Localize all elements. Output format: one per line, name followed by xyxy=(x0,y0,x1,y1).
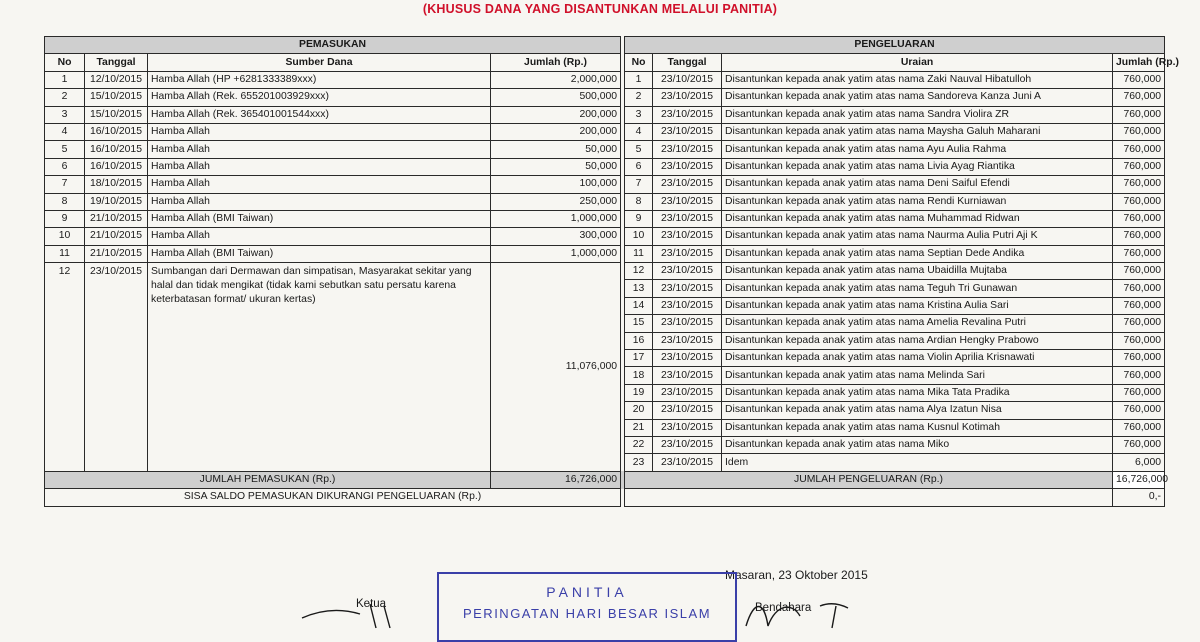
expense-date: 23/10/2015 xyxy=(653,402,722,419)
income-amount: 500,000 xyxy=(491,89,621,106)
expense-date: 23/10/2015 xyxy=(653,367,722,384)
ledger-table xyxy=(44,36,1179,507)
header-sumber-dana: Sumber Dana xyxy=(148,54,491,71)
income-date: 15/10/2015 xyxy=(85,106,148,123)
expense-date: 23/10/2015 xyxy=(653,141,722,158)
expense-date: 23/10/2015 xyxy=(653,228,722,245)
income-no: 10 xyxy=(45,228,85,245)
expense-description: Disantunkan kepada anak yatim atas nama Sandra Violira ZR xyxy=(722,106,1113,123)
expense-amount: 760,000 xyxy=(1113,402,1165,419)
income-no: 3 xyxy=(45,106,85,123)
income-amount: 11,076,000 xyxy=(491,263,621,472)
expense-amount: 760,000 xyxy=(1113,228,1165,245)
expense-no: 6 xyxy=(625,158,653,175)
income-source: Hamba Allah (BMI Taiwan) xyxy=(148,210,491,227)
expense-description: Disantunkan kepada anak yatim atas nama Alya Izatun Nisa xyxy=(722,402,1113,419)
income-source: Hamba Allah xyxy=(148,193,491,210)
expense-amount: 760,000 xyxy=(1113,384,1165,401)
expense-no: 12 xyxy=(625,263,653,280)
income-source: Hamba Allah xyxy=(148,228,491,245)
income-source: Hamba Allah xyxy=(148,176,491,193)
table-row xyxy=(45,71,1165,88)
role-ketua: Ketua xyxy=(356,598,387,610)
expense-no: 22 xyxy=(625,436,653,453)
expense-description: Disantunkan kepada anak yatim atas nama Kusnul Kotimah xyxy=(722,419,1113,436)
total-income-label: JUMLAH PEMASUKAN (Rp.) xyxy=(45,471,491,488)
income-date: 19/10/2015 xyxy=(85,193,148,210)
table-row xyxy=(45,89,1165,106)
income-amount: 50,000 xyxy=(491,141,621,158)
expense-no: 8 xyxy=(625,193,653,210)
expense-amount: 760,000 xyxy=(1113,193,1165,210)
expense-date: 23/10/2015 xyxy=(653,315,722,332)
expense-no: 11 xyxy=(625,245,653,262)
income-no: 5 xyxy=(45,141,85,158)
income-no: 1 xyxy=(45,71,85,88)
income-date: 23/10/2015 xyxy=(85,263,148,472)
expense-amount: 760,000 xyxy=(1113,210,1165,227)
expense-no: 21 xyxy=(625,419,653,436)
pengeluaran-title: PENGELUARAN xyxy=(625,37,1165,54)
table-row xyxy=(45,193,1165,210)
expense-amount: 760,000 xyxy=(1113,106,1165,123)
income-date: 15/10/2015 xyxy=(85,89,148,106)
header-jumlah: Jumlah (Rp.) xyxy=(491,54,621,71)
expense-date: 23/10/2015 xyxy=(653,158,722,175)
expense-description: Disantunkan kepada anak yatim atas nama Amelia Revalina Putri xyxy=(722,315,1113,332)
income-source: Hamba Allah (BMI Taiwan) xyxy=(148,245,491,262)
expense-description: Disantunkan kepada anak yatim atas nama Sandoreva Kanza Juni A xyxy=(722,89,1113,106)
table-row xyxy=(45,176,1165,193)
expense-amount: 760,000 xyxy=(1113,350,1165,367)
expense-date: 23/10/2015 xyxy=(653,176,722,193)
expense-description: Disantunkan kepada anak yatim atas nama Miko xyxy=(722,436,1113,453)
expense-amount: 760,000 xyxy=(1113,176,1165,193)
income-date: 12/10/2015 xyxy=(85,71,148,88)
expense-amount: 760,000 xyxy=(1113,123,1165,140)
expense-amount: 760,000 xyxy=(1113,71,1165,88)
stamp-line-1: PANITIA xyxy=(546,584,628,600)
income-source: Hamba Allah xyxy=(148,158,491,175)
table-row xyxy=(45,228,1165,245)
expense-amount: 760,000 xyxy=(1113,436,1165,453)
expense-description: Disantunkan kepada anak yatim atas nama Livia Ayag Riantika xyxy=(722,158,1113,175)
income-no: 6 xyxy=(45,158,85,175)
income-amount: 100,000 xyxy=(491,176,621,193)
income-date: 16/10/2015 xyxy=(85,141,148,158)
expense-date: 23/10/2015 xyxy=(653,71,722,88)
balance-value: 0,- xyxy=(1113,489,1165,506)
income-date: 18/10/2015 xyxy=(85,176,148,193)
section-header-row xyxy=(45,37,1165,54)
table-row xyxy=(45,158,1165,175)
column-header-row xyxy=(45,54,1165,71)
header-jumlah: Jumlah (Rp.) xyxy=(1113,54,1165,71)
expense-no: 7 xyxy=(625,176,653,193)
expense-no: 15 xyxy=(625,315,653,332)
income-no: 4 xyxy=(45,123,85,140)
report-subtitle: (KHUSUS DANA YANG DISANTUNKAN MELALUI PANITIA) xyxy=(422,2,778,16)
header-no: No xyxy=(45,54,85,71)
expense-date: 23/10/2015 xyxy=(653,332,722,349)
expense-amount: 760,000 xyxy=(1113,367,1165,384)
income-source: Sumbangan dari Dermawan dan simpatisan, Masyarakat sekitar yang halal dan tidak mengikat (tidak kami sebutkan satu persatu karena keterbatasan format/ ukuran kertas) xyxy=(148,263,491,472)
expense-amount: 760,000 xyxy=(1113,297,1165,314)
expense-no: 20 xyxy=(625,402,653,419)
expense-amount: 760,000 xyxy=(1113,158,1165,175)
income-amount: 300,000 xyxy=(491,228,621,245)
income-no: 7 xyxy=(45,176,85,193)
balance-row xyxy=(45,489,1165,506)
expense-description: Idem xyxy=(722,454,1113,471)
expense-description: Disantunkan kepada anak yatim atas nama Ardian Hengky Prabowo xyxy=(722,332,1113,349)
expense-date: 23/10/2015 xyxy=(653,106,722,123)
committee-stamp xyxy=(437,572,737,642)
header-tanggal: Tanggal xyxy=(85,54,148,71)
table-row xyxy=(45,123,1165,140)
expense-no: 23 xyxy=(625,454,653,471)
expense-amount: 760,000 xyxy=(1113,245,1165,262)
expense-date: 23/10/2015 xyxy=(653,297,722,314)
expense-no: 16 xyxy=(625,332,653,349)
signature-ketua xyxy=(300,600,410,630)
expense-description: Disantunkan kepada anak yatim atas nama Maysha Galuh Maharani xyxy=(722,123,1113,140)
income-source: Hamba Allah (Rek. 655201003929xxx) xyxy=(148,89,491,106)
income-date: 21/10/2015 xyxy=(85,245,148,262)
balance-label: SISA SALDO PEMASUKAN DIKURANGI PENGELUARAN (Rp.) xyxy=(45,489,621,506)
expense-amount: 760,000 xyxy=(1113,280,1165,297)
expense-description: Disantunkan kepada anak yatim atas nama Muhammad Ridwan xyxy=(722,210,1113,227)
stamp-line-2: PERINGATAN HARI BESAR ISLAM xyxy=(462,606,712,621)
total-expense-label: JUMLAH PENGELUARAN (Rp.) xyxy=(625,471,1113,488)
expense-amount: 760,000 xyxy=(1113,419,1165,436)
income-source: Hamba Allah xyxy=(148,123,491,140)
expense-date: 23/10/2015 xyxy=(653,245,722,262)
expense-amount: 6,000 xyxy=(1113,454,1165,471)
income-no: 9 xyxy=(45,210,85,227)
income-date: 16/10/2015 xyxy=(85,158,148,175)
expense-date: 23/10/2015 xyxy=(653,280,722,297)
expense-description: Disantunkan kepada anak yatim atas nama Naurma Aulia Putri Aji K xyxy=(722,228,1113,245)
expense-description: Disantunkan kepada anak yatim atas nama Ayu Aulia Rahma xyxy=(722,141,1113,158)
expense-no: 1 xyxy=(625,71,653,88)
header-uraian: Uraian xyxy=(722,54,1113,71)
role-bendahara: Bendahara xyxy=(755,602,812,614)
table-row xyxy=(45,210,1165,227)
income-amount: 1,000,000 xyxy=(491,245,621,262)
income-source: Hamba Allah (Rek. 365401001544xxx) xyxy=(148,106,491,123)
expense-no: 14 xyxy=(625,297,653,314)
income-no: 2 xyxy=(45,89,85,106)
expense-no: 3 xyxy=(625,106,653,123)
expense-date: 23/10/2015 xyxy=(653,384,722,401)
expense-date: 23/10/2015 xyxy=(653,193,722,210)
expense-no: 4 xyxy=(625,123,653,140)
balance-spacer xyxy=(625,489,1113,506)
table-row xyxy=(45,106,1165,123)
expense-amount: 760,000 xyxy=(1113,315,1165,332)
expense-no: 5 xyxy=(625,141,653,158)
expense-no: 18 xyxy=(625,367,653,384)
income-source: Hamba Allah (HP +6281333389xxx) xyxy=(148,71,491,88)
expense-amount: 760,000 xyxy=(1113,263,1165,280)
income-source: Hamba Allah xyxy=(148,141,491,158)
table-row xyxy=(45,245,1165,262)
table-row xyxy=(45,263,1165,280)
header-tanggal: Tanggal xyxy=(653,54,722,71)
income-amount: 200,000 xyxy=(491,123,621,140)
income-amount: 50,000 xyxy=(491,158,621,175)
expense-date: 23/10/2015 xyxy=(653,419,722,436)
expense-description: Disantunkan kepada anak yatim atas nama Violin Aprilia Krisnawati xyxy=(722,350,1113,367)
expense-amount: 760,000 xyxy=(1113,332,1165,349)
expense-description: Disantunkan kepada anak yatim atas nama Teguh Tri Gunawan xyxy=(722,280,1113,297)
total-expense-value: 16,726,000 xyxy=(1113,471,1165,488)
expense-no: 9 xyxy=(625,210,653,227)
signature-bendahara xyxy=(740,596,870,630)
expense-no: 19 xyxy=(625,384,653,401)
income-date: 21/10/2015 xyxy=(85,210,148,227)
expense-amount: 760,000 xyxy=(1113,141,1165,158)
expense-description: Disantunkan kepada anak yatim atas nama Deni Saiful Efendi xyxy=(722,176,1113,193)
expense-description: Disantunkan kepada anak yatim atas nama Ubaidilla Mujtaba xyxy=(722,263,1113,280)
income-date: 16/10/2015 xyxy=(85,123,148,140)
total-income-value: 16,726,000 xyxy=(491,471,621,488)
expense-date: 23/10/2015 xyxy=(653,123,722,140)
expense-description: Disantunkan kepada anak yatim atas nama Melinda Sari xyxy=(722,367,1113,384)
income-amount: 1,000,000 xyxy=(491,210,621,227)
expense-description: Disantunkan kepada anak yatim atas nama Rendi Kurniawan xyxy=(722,193,1113,210)
expense-date: 23/10/2015 xyxy=(653,210,722,227)
income-no: 11 xyxy=(45,245,85,262)
expense-description: Disantunkan kepada anak yatim atas nama Zaki Nauval Hibatulloh xyxy=(722,71,1113,88)
expense-description: Disantunkan kepada anak yatim atas nama Mika Tata Pradika xyxy=(722,384,1113,401)
expense-no: 2 xyxy=(625,89,653,106)
income-amount: 250,000 xyxy=(491,193,621,210)
expense-no: 13 xyxy=(625,280,653,297)
total-row xyxy=(45,471,1165,488)
expense-description: Disantunkan kepada anak yatim atas nama Septian Dede Andika xyxy=(722,245,1113,262)
expense-date: 23/10/2015 xyxy=(653,263,722,280)
header-no: No xyxy=(625,54,653,71)
expense-date: 23/10/2015 xyxy=(653,89,722,106)
pemasukan-title: PEMASUKAN xyxy=(45,37,621,54)
income-date: 21/10/2015 xyxy=(85,228,148,245)
place-date: Masaran, 23 Oktober 2015 xyxy=(725,568,868,582)
income-amount: 200,000 xyxy=(491,106,621,123)
expense-description: Disantunkan kepada anak yatim atas nama Kristina Aulia Sari xyxy=(722,297,1113,314)
income-no: 12 xyxy=(45,263,85,472)
expense-date: 23/10/2015 xyxy=(653,436,722,453)
expense-amount: 760,000 xyxy=(1113,89,1165,106)
expense-date: 23/10/2015 xyxy=(653,350,722,367)
income-no: 8 xyxy=(45,193,85,210)
expense-date: 23/10/2015 xyxy=(653,454,722,471)
income-amount: 2,000,000 xyxy=(491,71,621,88)
expense-no: 17 xyxy=(625,350,653,367)
table-row xyxy=(45,141,1165,158)
expense-no: 10 xyxy=(625,228,653,245)
